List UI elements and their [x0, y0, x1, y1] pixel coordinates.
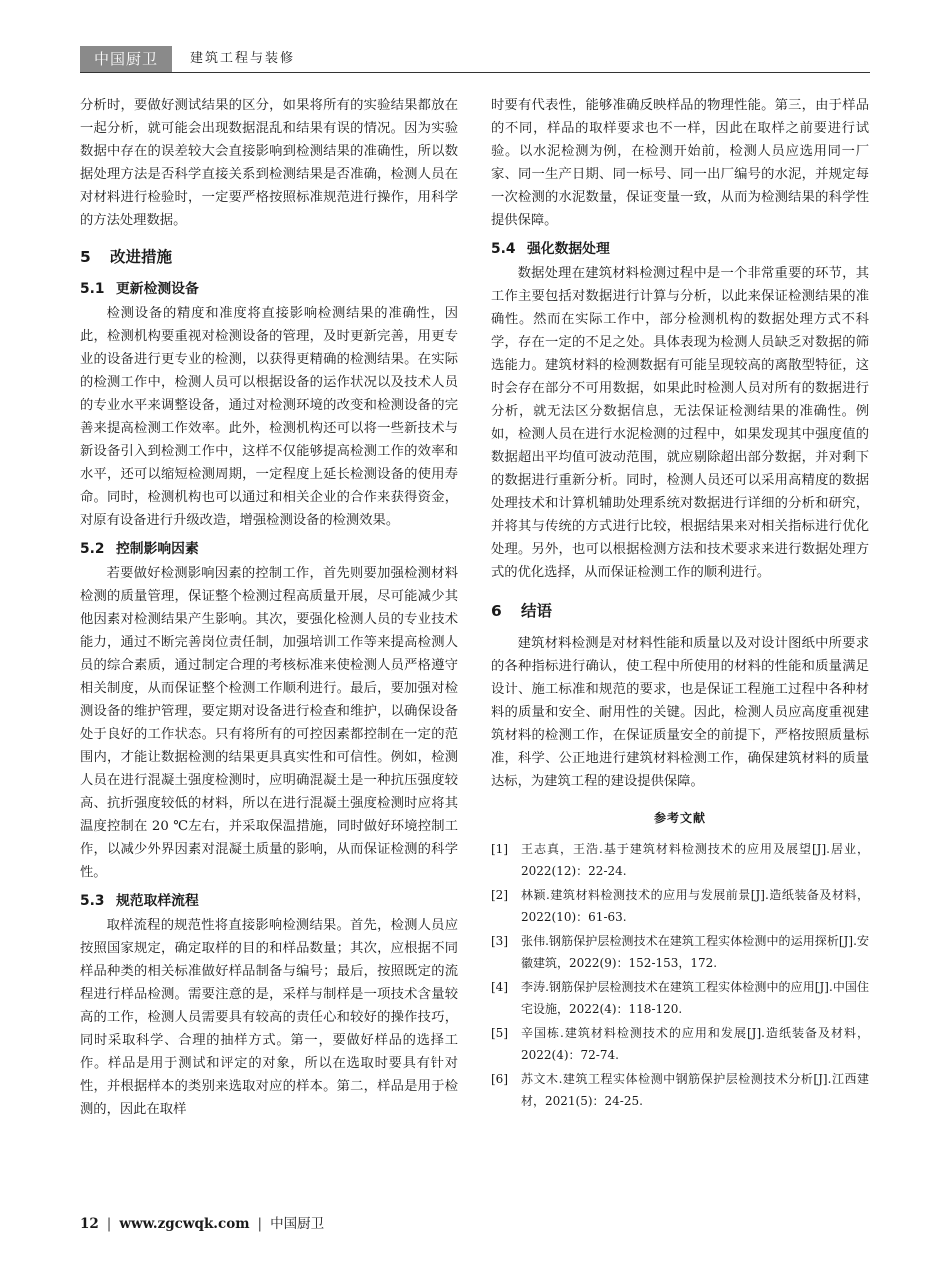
- reference-index: [3]: [491, 934, 508, 948]
- magazine-tag: 中国厨卫: [80, 46, 172, 72]
- section-5-2-heading: [80, 538, 458, 560]
- section-title: 结语: [521, 602, 553, 620]
- section-number: 5.3: [80, 893, 105, 909]
- left-column: [80, 94, 458, 1121]
- page-header: [80, 46, 870, 74]
- section-5-4-heading: [491, 238, 869, 260]
- reference-index: [5]: [491, 1026, 508, 1040]
- intro-paragraph: 分析时，要做好测试结果的区分，如果将所有的实验结果都放在一起分析，就可能会出现数据混乱和结果有误的情况。因为实验数据中存在的误差较大会直接影响到检测结果的准确性，所以数据处理方法是否科学直接关系到检测结果是否准确，检测人员在对材料进行检验时，一定要严格按照标准规范进行操作，用科学的方法处理数据。: [80, 98, 458, 228]
- journal-column: 建筑工程与装修: [190, 51, 296, 66]
- section-5-3-heading: [80, 890, 458, 912]
- paragraph-5-1: 检测设备的精度和准度将直接影响检测结果的准确性，因此，检测机构要重视对检测设备的管理，及时更新完善，用更专业的设备进行更专业的检测，以获得更精确的检测结果。在实际的检测工作中，检测人员可以根据设备的运作状况以及技术人员的专业水平来调整设备，通过对检测环境的改变和检测设备的完善来提高检测工作效率。此外，检测机构还可以将一些新技术与新设备引入到检测工作中，这样不仅能够提高检测工作的效率和水平，还可以缩短检测周期，一定程度上延长检测设备的使用寿命。同时，检测机构也可以通过和相关企业的合作来获得资金，对原有设备进行升级改造，增强检测设备的检测效果。: [80, 306, 458, 528]
- reference-item: [491, 1022, 869, 1066]
- paragraph-5-2: 若要做好检测影响因素的控制工作，首先则要加强检测材料检测的质量管理，保证整个检测过程高质量开展，尽可能减少其他因素对检测结果产生影响。其次，要强化检测人员的专业技术能力，通过不断完善岗位责任制，加强培训工作等来提高检测人员的综合素质，通过制定合理的考核标准来使检测人员严格遵守相关制度，从而保证整个检测工作顺利进行。最后，要加强对检测设备的维护管理，要定期对设备进行检查和维护，以确保设备处于良好的工作状态。只有将所有的可控因素都控制在一定的范围内，才能让数据检测的结果更具真实性和可信性。例如，检测人员在进行混凝土强度检测时，应明确混凝土是一种抗压强度较高、抗折强度较低的材料，所以在进行混凝土强度检测时应将其温度控制在 20 ℃左右，并采取保温措施，同时做好环境控制工作，以减少外界因素对混凝土质量的影响，从而保证检测的科学性。: [80, 566, 458, 880]
- section-number: 5.4: [491, 241, 516, 257]
- footer-url: www.zgcwqk.com: [119, 1216, 250, 1232]
- section-title: 规范取样流程: [116, 893, 199, 909]
- section-number: 6: [491, 602, 502, 620]
- reference-item: [491, 884, 869, 928]
- footer-separator: |: [257, 1216, 263, 1232]
- section-number: 5.1: [80, 281, 105, 297]
- paragraph-6: 建筑材料检测是对材料性能和质量以及对设计图纸中所要求的各种指标进行确认，使工程中所使用的材料的性能和质量满足设计、施工标准和规范的要求，也是保证工程施工过程中各种材料的质量和安全、耐用性的关键。因此，检测人员应高度重视建筑材料的检测工作，在保证质量安全的前提下，严格按照质量标准，科学、公正地进行建筑材料检测工作，确保建筑材料的质量达标，为建筑工程的建设提供保障。: [491, 636, 869, 789]
- section-title: 更新检测设备: [116, 281, 199, 297]
- footer-magazine-name: 中国厨卫: [270, 1216, 325, 1232]
- footer-separator: |: [106, 1216, 112, 1232]
- reference-item: [491, 976, 869, 1020]
- reference-index: [4]: [491, 980, 508, 994]
- reference-item: [491, 1068, 869, 1112]
- references-title: 参考文献: [653, 811, 706, 825]
- section-number: 5.2: [80, 541, 105, 557]
- reference-index: [2]: [491, 888, 508, 902]
- section-number: 5: [80, 248, 91, 266]
- reference-text: 王志真，王浩.基于建筑材料检测技术的应用及展望[J].居业，2022(12)：22-24.: [521, 842, 869, 878]
- section-5-1-heading: [80, 278, 458, 300]
- section-title: 强化数据处理: [527, 241, 610, 257]
- reference-index: [6]: [491, 1072, 508, 1086]
- reference-text: 张伟.钢筋保护层检测技术在建筑工程实体检测中的运用探析[J].安徽建筑，2022(9)：152-153，172.: [521, 934, 869, 970]
- paragraph-5-4: 数据处理在建筑材料检测过程中是一个非常重要的环节，其工作主要包括对数据进行计算与分析，以此来保证检测结果的准确性。然而在实际工作中，部分检测机构的数据处理方式不科学，存在一定的不足之处。具体表现为检测人员缺乏对数据的筛选能力。建筑材料的检测数据有可能呈现较高的离散型特征，这时会存在部分不可用数据，如果此时检测人员对所有的数据进行分析，就无法区分数据信息，无法保证检测结果的准确性。例如，检测人员在进行水泥检测的过程中，如果发现其中强度值的数据超出平均值可波动范围，就应剔除超出部分数据，并对剩下的数据进行重新分析。同时，检测人员还可以采用高精度的数据处理技术和计算机辅助处理系统对数据进行详细的分析和研究，并将其与传统的方式进行比较，根据结果来对相关指标进行优化处理。另外，也可以根据检测方法和技术要求来进行数据处理方式的优化选择，从而保证检测工作的顺利进行。: [491, 266, 869, 580]
- reference-text: 李涛.钢筋保护层检测技术在建筑工程实体检测中的应用[J].中国住宅设施，2022(4)：118-120.: [521, 980, 869, 1016]
- page-footer: [80, 1214, 324, 1234]
- section-title: 控制影响因素: [116, 541, 199, 557]
- page-number: 12: [80, 1216, 99, 1232]
- reference-index: [1]: [491, 842, 508, 856]
- reference-text: 林颖.建筑材料检测技术的应用与发展前景[J].造纸装备及材料，2022(10)：61-63.: [521, 888, 869, 924]
- paragraph-5-3: 取样流程的规范性将直接影响检测结果。首先，检测人员应按照国家规定，确定取样的目的和样品数量；其次，应根据不同样品种类的相关标准做好样品制备与编号；最后，按照既定的流程进行样品检测。需要注意的是，采样与制样是一项技术含量较高的工作，检测人员需要具有较高的责任心和较好的操作技巧，同时采取科学、合理的抽样方式。第一，要做好样品的选择工作。样品是用于测试和评定的对象，所以在选取时要具有针对性，并根据样本的类别来选取对应的样本。第二，样品是用于检测的，因此在取样: [80, 918, 458, 1117]
- reference-item: [491, 838, 869, 882]
- section-6-heading: [491, 600, 869, 622]
- section-5-heading: [80, 246, 458, 268]
- reference-list: [491, 838, 869, 1112]
- section-title: 改进措施: [110, 248, 173, 266]
- header-rule: [80, 72, 870, 73]
- right-column: [491, 94, 869, 1114]
- reference-text: 辛国栋.建筑材料检测技术的应用和发展[J].造纸装备及材料，2022(4)：72-74.: [521, 1026, 869, 1062]
- reference-text: 苏文木.建筑工程实体检测中钢筋保护层检测技术分析[J].江西建材，2021(5)：24-25.: [521, 1072, 869, 1108]
- reference-item: [491, 930, 869, 974]
- paragraph-5-3-continued: 时要有代表性，能够准确反映样品的物理性能。第三，由于样品的不同，样品的取样要求也不一样，因此在取样之前要进行试验。以水泥检测为例，在检测开始前，检测人员应选用同一厂家、同一生产日期、同一标号、同一出厂编号的水泥，并规定每一次检测的水泥数量，保证变量一致，从而为检测结果的科学性提供保障。: [491, 98, 869, 228]
